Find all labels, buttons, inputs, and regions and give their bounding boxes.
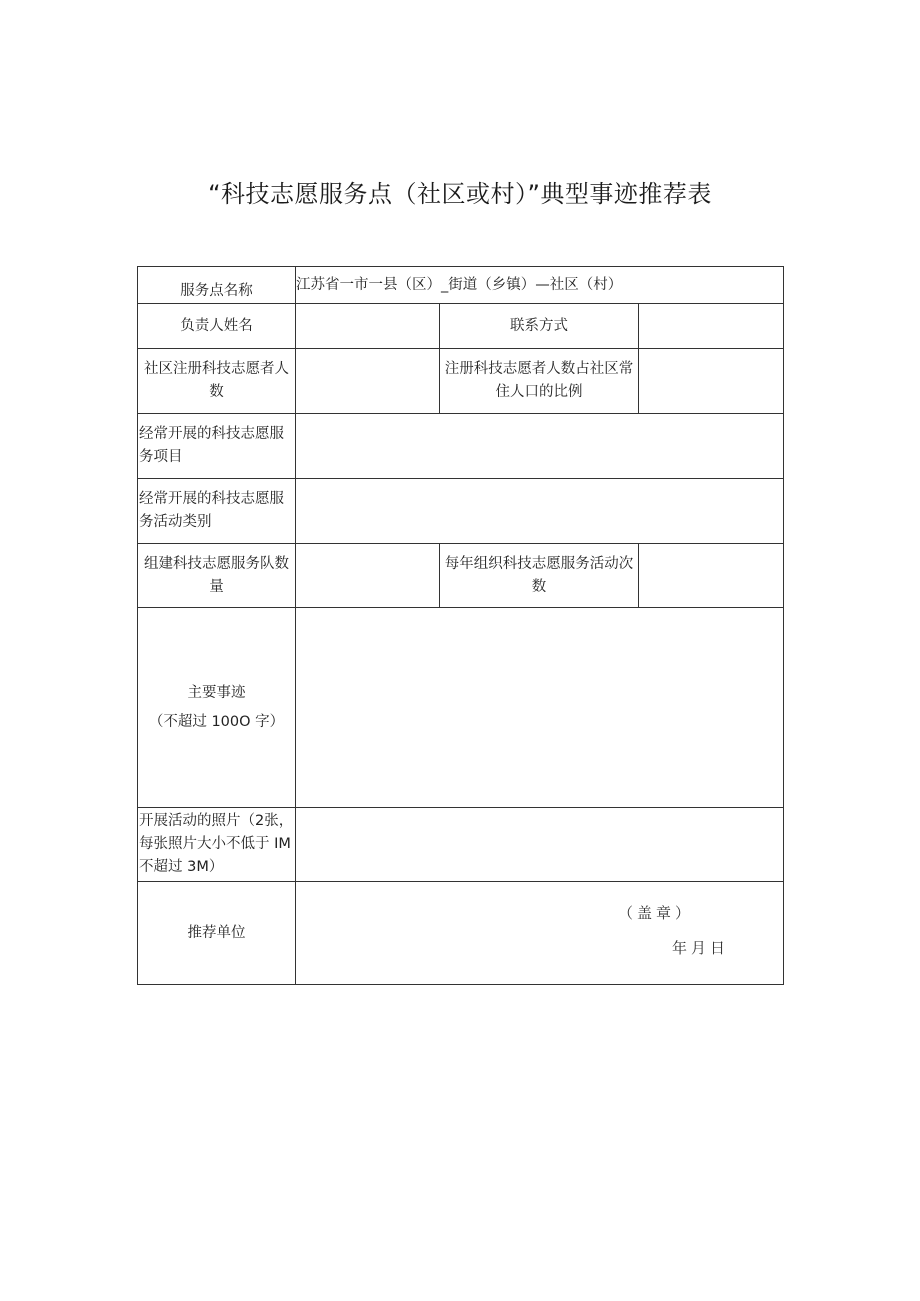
volunteer-ratio-field[interactable]: [639, 349, 784, 414]
main-deeds-label-cell: [138, 608, 296, 808]
recommend-unit-label: 推荐单位: [138, 882, 296, 985]
row-service-projects: [138, 414, 784, 479]
contact-label: 联系方式: [440, 304, 639, 349]
service-projects-field[interactable]: [296, 414, 784, 479]
row-photos: [138, 808, 784, 882]
main-deeds-label: 主要事迹: [187, 684, 246, 701]
row-main-deeds: [138, 608, 784, 808]
activity-categories-label: 经常开展的科技志愿服务活动类别: [138, 479, 296, 544]
activity-categories-field[interactable]: [296, 479, 784, 544]
photos-label: 开展活动的照片（2张，每张照片大小不低于 IM 不超过 3M）: [138, 808, 296, 882]
leader-name-label: 负责人姓名: [138, 304, 296, 349]
row-teams-activities: [138, 544, 784, 608]
registered-volunteers-field[interactable]: [296, 349, 440, 414]
row-recommend-unit: [138, 882, 784, 985]
contact-field[interactable]: [639, 304, 784, 349]
row-activity-categories: [138, 479, 784, 544]
team-count-field[interactable]: [296, 544, 440, 608]
volunteer-ratio-label: 注册科技志愿者人数占社区常住人口的比例: [440, 349, 639, 414]
service-projects-label: 经常开展的科技志愿服务项目: [138, 414, 296, 479]
leader-name-field[interactable]: [296, 304, 440, 349]
row-leader-contact: [138, 304, 784, 349]
annual-activities-field[interactable]: [639, 544, 784, 608]
photos-field[interactable]: [296, 808, 784, 882]
row-service-point-name: [138, 267, 784, 304]
page-title: “科技志愿服务点（社区或村）”典型事迹推荐表: [208, 180, 712, 208]
recommend-unit-field[interactable]: [296, 882, 784, 985]
main-deeds-note: （不超过 100O 字）: [148, 713, 285, 730]
stamp-text: （盖章）: [618, 904, 695, 922]
annual-activities-label: 每年组织科技志愿服务活动次数: [440, 544, 639, 608]
row-volunteers: [138, 349, 784, 414]
recommendation-form-table: [137, 266, 784, 985]
registered-volunteers-label: 社区注册科技志愿者人数: [138, 349, 296, 414]
service-point-name-label: 服务点名称: [138, 267, 296, 304]
date-text: 年月日: [672, 939, 730, 957]
team-count-label: 组建科技志愿服务队数量: [138, 544, 296, 608]
main-deeds-field[interactable]: [296, 608, 784, 808]
service-point-name-field[interactable]: 江苏省一市一县（区）_街道（乡镇）—社区（村）: [296, 267, 784, 304]
